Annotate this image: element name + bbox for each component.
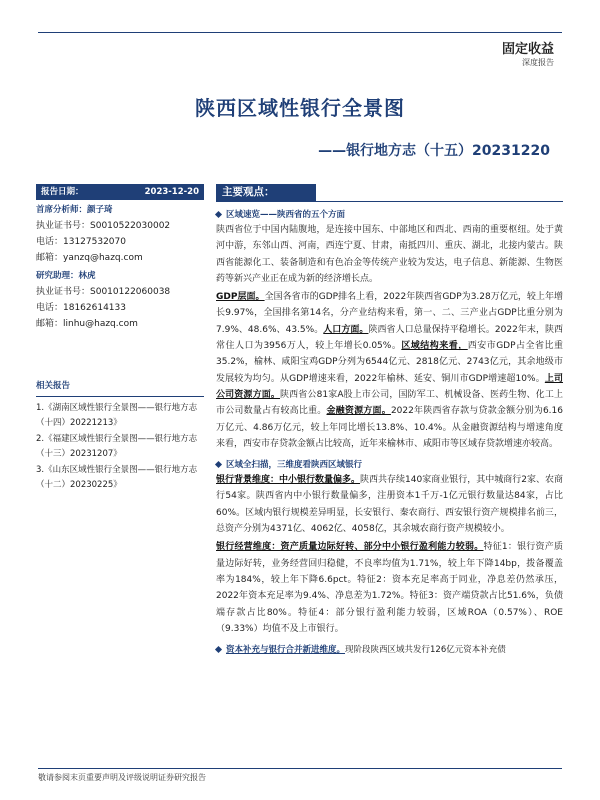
diamond-bullet-icon [215,210,222,217]
diamond-bullet-icon [215,646,222,653]
keyword-bank-background: 银行背景维度：中小银行数量偏多。 [216,475,361,486]
section-3-heading [216,643,563,655]
paragraph-overview: 陕西省位于中国内陆腹地，是连接中国东、中部地区和西北、西南的重要枢纽。处于黄河中游，东邻山西、河南，西连宁夏、甘肃，南抵四川、重庆、湖北，北接内蒙古。陕西省能源化工、装备制造和有色冶金等传统产业较为发达，电子信息、新能源、生物医药等新兴产业正在成为新的经济增长点。 [216,225,563,284]
main-heading: 主要观点： [216,184,316,201]
page-subtitle: ——银行地方志（十五）20231220 [318,143,550,159]
analyst-label: 首席分析师：颜子琦 [36,205,113,215]
report-category: 固定收益 [501,42,554,57]
report-date-bar [36,184,204,200]
section-3-title: 资本补充与银行合并新进维度。 [226,645,346,656]
related-report-item[interactable]: 1.《湖南区域性银行全景图——银行地方志（十四）20221213》 [36,403,198,428]
text-gdp: 全国各省市的GDP排名上看，2022年陕西省GDP为3.28万亿元，较上年增长9.97%，全国排名第14名，分产业结构来看，第一、二、三产业占GDP比重分别为7.9%、48.6%、43.5%。 [216,292,563,335]
related-report-item[interactable]: 2.《福建区域性银行全景图——银行地方志（十三）20231207》 [36,434,198,459]
report-subcategory: 深度报告 [522,58,554,67]
page-title: 陕西区域性银行全景图 [195,96,405,120]
report-date-label: 报告日期： [41,187,84,197]
section-2-title: 区域全扫描，三维度看陕西区域银行 [226,460,363,471]
section-3-tail: 现阶段陕西区域共发行126亿元资本补充债 [345,645,506,656]
analyst-phone: 电话：13127532070 [36,237,126,247]
paragraph-bank-background [216,472,563,537]
text-bank-operation: 特征1：银行资产质量边际好转，业务经营回归稳健，不良率均值为1.71%，较上年下降14bp，拨备覆盖率为184%，较上年下降6.6pct。特征2：资本充足率高于同业，净息差仍然承压，2022年资本充足率为9.4%、净息差为1.72%。特征3：资产端贷款占比51.6%，负债端存款占比80%。特征4：部分银行盈利能力较弱，区域ROA（0.57%）、ROE（9.33%）均值不及上市银行。 [216,542,563,634]
assistant-label: 研究助理：林虎 [36,271,96,281]
footer-disclaimer[interactable]: 敬请参阅末页重要声明及评级说明证券研究报告 [38,773,206,782]
left-sidebar [36,184,204,494]
related-reports-title: 相关报告 [36,378,204,397]
keyword-population: 人口方面。 [323,324,369,335]
assistant-cert: 执业证书号：S0010122060038 [36,287,171,297]
analyst-email[interactable]: 邮箱：yanzq@hazq.com [36,253,143,263]
paragraph-gdp [216,289,563,452]
text-population: 陕西省人口总量保持平稳增长。2022年末，陕西常住人口为3956万人，较上年增长0.05%。 [216,324,564,352]
footer-rule [38,768,562,769]
keyword-finance: 金融资源方面。 [326,406,391,417]
keyword-gdp: GDP层面。 [216,292,265,303]
keyword-structure: 区域结构来看， [401,341,468,352]
report-date-value: 2023-12-20 [144,187,199,197]
section-1-title: 区域速览——陕西省的五个方面 [226,210,346,220]
assistant-phone: 电话：18162614133 [36,303,126,313]
text-listed: 陕西省公81家A股上市公司，国防军工、机械设备、医药生物、化工上市公司数量占有较高比重。 [216,389,563,417]
main-content [216,184,563,655]
assistant-email[interactable]: 邮箱：linhu@hazq.com [36,319,138,329]
paragraph-bank-operation [216,539,563,637]
header-rule [38,32,562,33]
section-2-heading [216,458,563,470]
text-bank-background: 陕西共存续140家商业银行，其中城商行2家、农商行54家。陕西省内中小银行数量偏多，注册资本1千万-1亿元银行数量达84家，占比60%。区域内银行规模差异明显，长安银行、秦农商行、西安银行资产规模排名前三，总资产分别为4371亿、4062亿、4058亿，其余城农商行资产规模较小。 [216,475,563,535]
diamond-bullet-icon [215,461,222,468]
keyword-listed: 上司公司资源方面。 [216,373,563,400]
analyst-cert: 执业证书号：S0010522030002 [36,221,171,231]
section-1-heading [216,208,563,220]
text-finance: 2022年陕西省存款与贷款金额分别为6.16万亿元、4.86万亿元，较上年同比增长13.8%、10.4%。从金融资源结构与增速角度来看，西安市存贷款金额占比较高，近年来榆林市、咸阳市等区域存贷款增速亦较高。 [216,406,563,449]
main-heading-bar [216,184,563,202]
text-structure: 西安市GDP占全省比重35.2%，榆林、咸阳宝鸡GDP分列为6544亿元、2818亿元、2743亿元，其余地级市发展较为均匀。从GDP增速来看，2022年榆林、延安、铜川市GDP增速超10%。 [216,341,563,384]
related-report-item[interactable]: 3.《山东区域性银行全景图——银行地方志（十二）20230225》 [36,465,198,490]
keyword-bank-operation: 银行经营维度：资产质量边际好转、部分中小银行盈利能力较弱。 [216,542,484,553]
